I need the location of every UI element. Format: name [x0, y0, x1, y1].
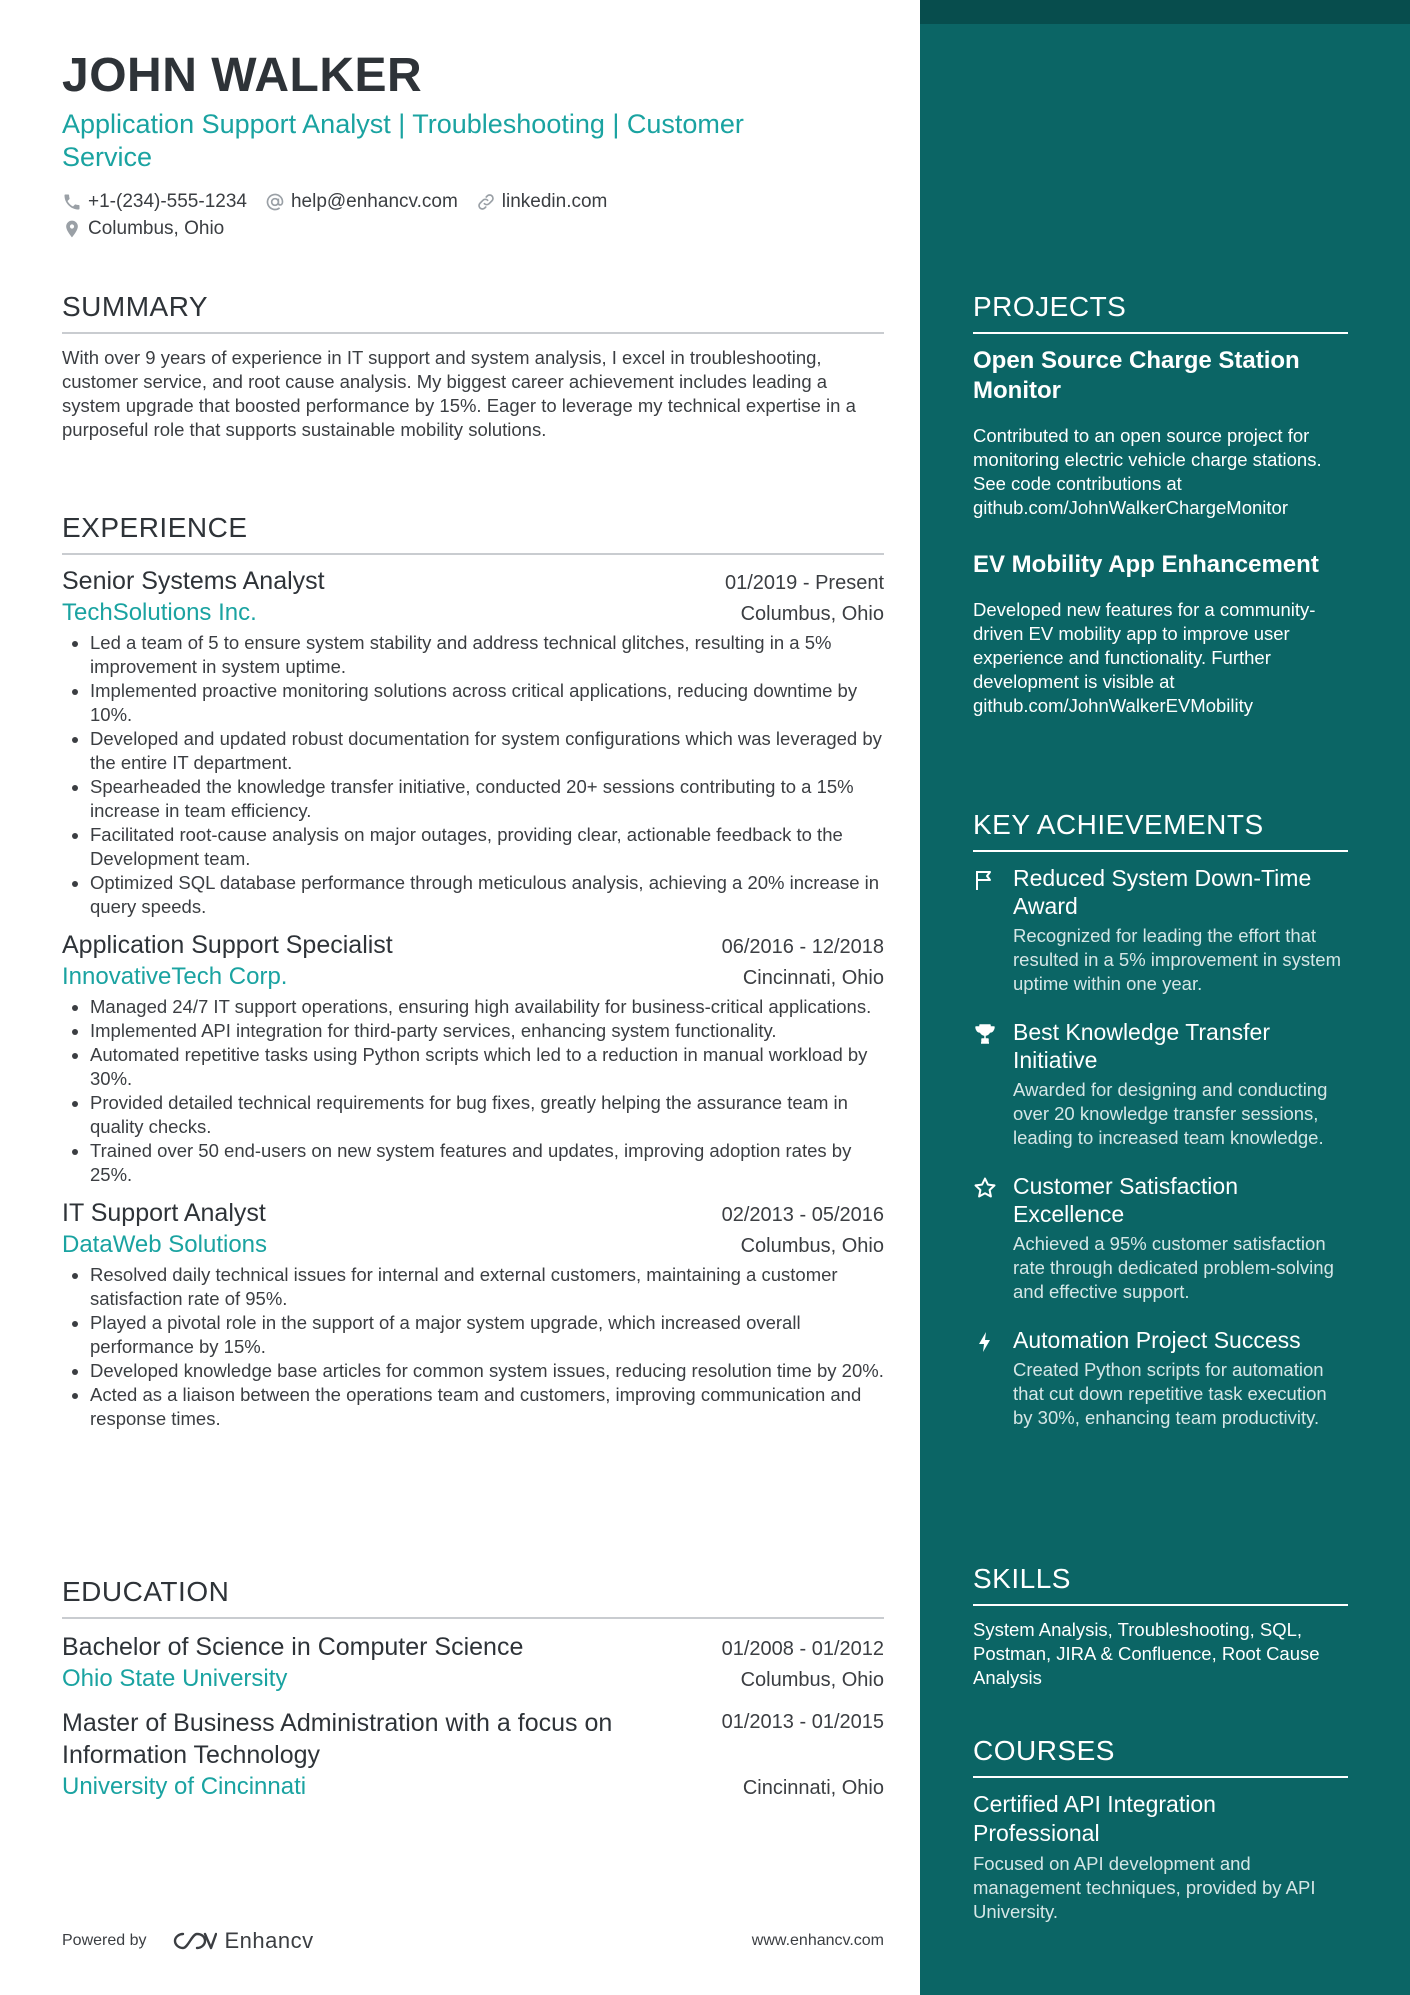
powered-by — [62, 1928, 314, 1954]
contact-phone[interactable] — [62, 188, 247, 215]
degree-name: Master of Business Administration with a focus on Information Technology — [62, 1709, 613, 1769]
sidebar — [920, 0, 1410, 1995]
section-title: SUMMARY — [62, 290, 884, 334]
achievement-entry — [973, 1326, 1348, 1430]
contact-email[interactable] — [265, 188, 458, 215]
job-entry — [62, 565, 884, 919]
contact-location — [62, 215, 224, 242]
education-section — [62, 1575, 884, 1803]
company-name: TechSolutions Inc. — [62, 599, 257, 626]
courses-section — [973, 1734, 1348, 1924]
course-text: Focused on API development and management techniques, provided by API University. — [973, 1853, 1316, 1922]
project-entry — [973, 550, 1348, 718]
bullet-item: • Developed knowledge base articles for common system issues, reducing resolution time by 20%. — [90, 1359, 884, 1383]
achievement-title: Best Knowledge Transfer Initiative — [1013, 1019, 1270, 1073]
bullet-item: • Spearheaded the knowledge transfer initiative, conducted 20+ sessions contributing to a 15% increase in team efficiency. — [90, 775, 884, 823]
summary-text: With over 9 years of experience in IT support and system analysis, I excel in troubleshooting, customer service, and root cause analysis. My biggest career achievement includes leading a system upgrade that boosted performance by 15%. Eager to leverage my technical expertise in a purposeful role that supports sustainable mobility solutions. — [62, 347, 856, 440]
job-location: Columbus, Ohio — [740, 1235, 884, 1257]
job-bullets — [62, 1263, 884, 1431]
powered-by-label: Powered by — [62, 1932, 147, 1949]
project-entry — [973, 346, 1348, 520]
bullet-item: • Played a pivotal role in the support of a major system upgrade, which increased overall performance by 15%. — [90, 1311, 884, 1359]
company-name: DataWeb Solutions — [62, 1231, 268, 1258]
job-dates: 06/2016 - 12/2018 — [721, 936, 884, 958]
school-location: Columbus, Ohio — [740, 1669, 884, 1691]
job-bullets — [62, 995, 884, 1187]
lightning-icon — [973, 1330, 997, 1354]
job-location: Cincinnati, Ohio — [742, 967, 884, 989]
achievement-text: Achieved a 95% customer satisfaction rate through dedicated problem-solving and effective support. — [1013, 1233, 1334, 1302]
school-location: Cincinnati, Ohio — [742, 1777, 884, 1799]
education-entry — [62, 1631, 884, 1695]
projects-section — [973, 290, 1348, 718]
project-text: Contributed to an open source project for monitoring electric vehicle charge stations. See code contributions at github.com/JohnWalkerChargeMonitor — [973, 425, 1322, 518]
bullet-item: • Acted as a liaison between the operations team and customers, improving communication and response times. — [90, 1383, 884, 1431]
job-dates: 02/2013 - 05/2016 — [721, 1204, 884, 1226]
headline: Application Support Analyst | Troubleshooting | Customer Service — [62, 109, 744, 172]
school-name: Ohio State University — [62, 1665, 288, 1692]
school-name: University of Cincinnati — [62, 1773, 307, 1800]
bullet-item: • Led a team of 5 to ensure system stability and address technical glitches, resulting in a 5% improvement in system uptime. — [90, 631, 884, 679]
job-entry — [62, 929, 884, 1187]
education-dates: 01/2008 - 01/2012 — [721, 1638, 884, 1660]
enhancv-logo[interactable] — [171, 1928, 314, 1954]
course-title: Certified API Integration Professional — [973, 1791, 1216, 1846]
job-role: Senior Systems Analyst — [62, 567, 325, 595]
achievement-entry — [973, 864, 1348, 996]
achievements-section — [973, 808, 1348, 1430]
contact-info — [62, 188, 884, 242]
section-title: KEY ACHIEVEMENTS — [973, 808, 1348, 852]
flag-icon — [973, 868, 997, 892]
summary-section — [62, 290, 884, 442]
education-dates: 01/2013 - 01/2015 — [721, 1711, 884, 1733]
bullet-item: • Developed and updated robust documentation for system configurations which was leveraged by the entire IT department. — [90, 727, 884, 775]
section-title: EDUCATION — [62, 1575, 884, 1619]
section-title: SKILLS — [973, 1562, 1348, 1606]
enhancv-logo-icon — [171, 1929, 217, 1953]
bullet-item: • Implemented proactive monitoring solutions across critical applications, reducing downtime by 10%. — [90, 679, 884, 727]
job-bullets — [62, 631, 884, 919]
location-pin-icon — [62, 219, 82, 239]
achievement-text: Recognized for leading the effort that resulted in a 5% improvement in system uptime within one year. — [1013, 925, 1341, 994]
achievement-entry — [973, 1018, 1348, 1150]
footer — [62, 1928, 884, 1954]
achievement-text: Awarded for designing and conducting over 20 knowledge transfer sessions, leading to increased team knowledge. — [1013, 1079, 1328, 1148]
resume-header — [62, 46, 884, 242]
achievement-title: Customer Satisfaction Excellence — [1013, 1173, 1238, 1227]
trophy-icon — [973, 1022, 997, 1046]
job-entry — [62, 1197, 884, 1431]
bullet-item: • Resolved daily technical issues for internal and external customers, maintaining a customer satisfaction rate of 95%. — [90, 1263, 884, 1311]
linkedin-text: linkedin.com — [501, 191, 608, 212]
phone-text: +1-(234)-555-1234 — [88, 191, 247, 212]
company-name: InnovativeTech Corp. — [62, 963, 288, 990]
at-icon — [265, 192, 285, 212]
bullet-item: • Managed 24/7 IT support operations, ensuring high availability for business-critical applications. — [90, 995, 884, 1019]
job-dates: 01/2019 - Present — [725, 572, 884, 594]
brand-name: Enhancv — [224, 1928, 314, 1953]
achievement-text: Created Python scripts for automation that cut down repetitive task execution by 30%, enhancing team productivity. — [1013, 1359, 1327, 1428]
job-role: Application Support Specialist — [62, 931, 393, 959]
email-text: help@enhancv.com — [290, 191, 458, 212]
bullet-item: • Provided detailed technical requirements for bug fixes, greatly helping the assurance team in quality checks. — [90, 1091, 884, 1139]
candidate-name: JOHN WALKER — [62, 49, 423, 102]
sidebar-top-band — [920, 0, 1410, 24]
achievement-title: Automation Project Success — [1013, 1327, 1301, 1353]
section-title: COURSES — [973, 1734, 1348, 1778]
phone-icon — [62, 192, 82, 212]
link-icon — [476, 192, 496, 212]
section-title: PROJECTS — [973, 290, 1348, 334]
project-title: EV Mobility App Enhancement — [973, 551, 1319, 578]
bullet-item: • Trained over 50 end-users on new system features and updates, improving adoption rates by 25%. — [90, 1139, 884, 1187]
footer-url[interactable]: www.enhancv.com — [751, 1932, 884, 1949]
degree-name: Bachelor of Science in Computer Science — [62, 1633, 524, 1661]
bullet-item: • Automated repetitive tasks using Python scripts which led to a reduction in manual workload by 30%. — [90, 1043, 884, 1091]
bullet-item: • Implemented API integration for third-party services, enhancing system functionality. — [90, 1019, 884, 1043]
achievement-title: Reduced System Down-Time Award — [1013, 865, 1312, 919]
job-location: Columbus, Ohio — [740, 603, 884, 625]
job-role: IT Support Analyst — [62, 1199, 266, 1227]
bullet-item: • Facilitated root-cause analysis on major outages, providing clear, actionable feedback to the Development team. — [90, 823, 884, 871]
skills-text: System Analysis, Troubleshooting, SQL, Postman, JIRA & Confluence, Root Cause Analysis — [973, 1619, 1320, 1688]
location-text: Columbus, Ohio — [88, 218, 225, 239]
project-title: Open Source Charge Station Monitor — [973, 347, 1300, 404]
achievement-entry — [973, 1172, 1348, 1304]
contact-linkedin[interactable] — [476, 188, 608, 215]
star-icon — [973, 1176, 997, 1200]
skills-section — [973, 1562, 1348, 1690]
section-title: EXPERIENCE — [62, 511, 884, 555]
education-entry — [62, 1707, 884, 1803]
experience-section — [62, 511, 884, 1431]
project-text: Developed new features for a community-driven EV mobility app to improve user experience and functionality. Further development is visible at github.com/JohnWalkerEVMobility — [973, 599, 1316, 716]
bullet-item: • Optimized SQL database performance through meticulous analysis, achieving a 20% increase in query speeds. — [90, 871, 884, 919]
